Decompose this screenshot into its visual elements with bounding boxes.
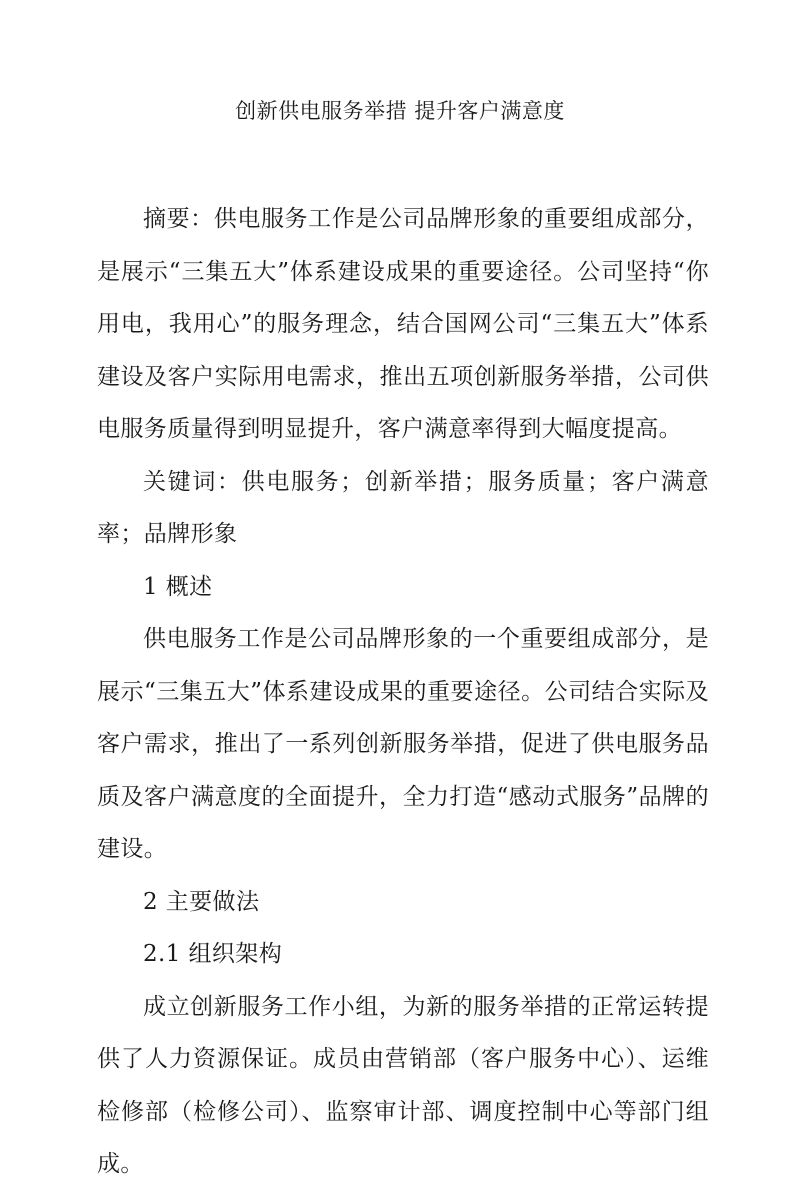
section-2-1-heading: 2.1 组织架构 [143, 941, 283, 967]
document-body [97, 193, 709, 1191]
section-1-paragraph: 供电服务工作是公司品牌形象的一个重要组成部分，是展示“三集五大”体系建设成果的重要途径。公司结合实际及客户需求，推出了一系列创新服务举措，促进了供电服务品质及客户满意度的全面提升，全力打造“感动式服务”品牌的建设。 [97, 626, 709, 862]
keywords-paragraph: 关键词：供电服务；创新举措；服务质量；客户满意率；品牌形象 [97, 468, 709, 547]
section-1-heading: 1 概述 [143, 573, 213, 600]
section-2-heading: 2 主要做法 [143, 888, 260, 915]
document-title: 创新供电服务举措 提升客户满意度 [235, 99, 565, 123]
section-2-1-paragraph: 成立创新服务工作小组，为新的服务举措的正常运转提供了人力资源保证。成员由营销部（客户服务中心）、运维检修部（检修公司）、监察审计部、调度控制中心等部门组成。 [97, 993, 709, 1177]
abstract-paragraph: 摘要：供电服务工作是公司品牌形象的重要组成部分，是展示“三集五大”体系建设成果的重要途径。公司坚持“你用电，我用心”的服务理念，结合国网公司“三集五大”体系建设及客户实际用电需求，推出五项创新服务举措，公司供电服务质量得到明显提升，客户满意率得到大幅度提高。 [97, 206, 709, 442]
